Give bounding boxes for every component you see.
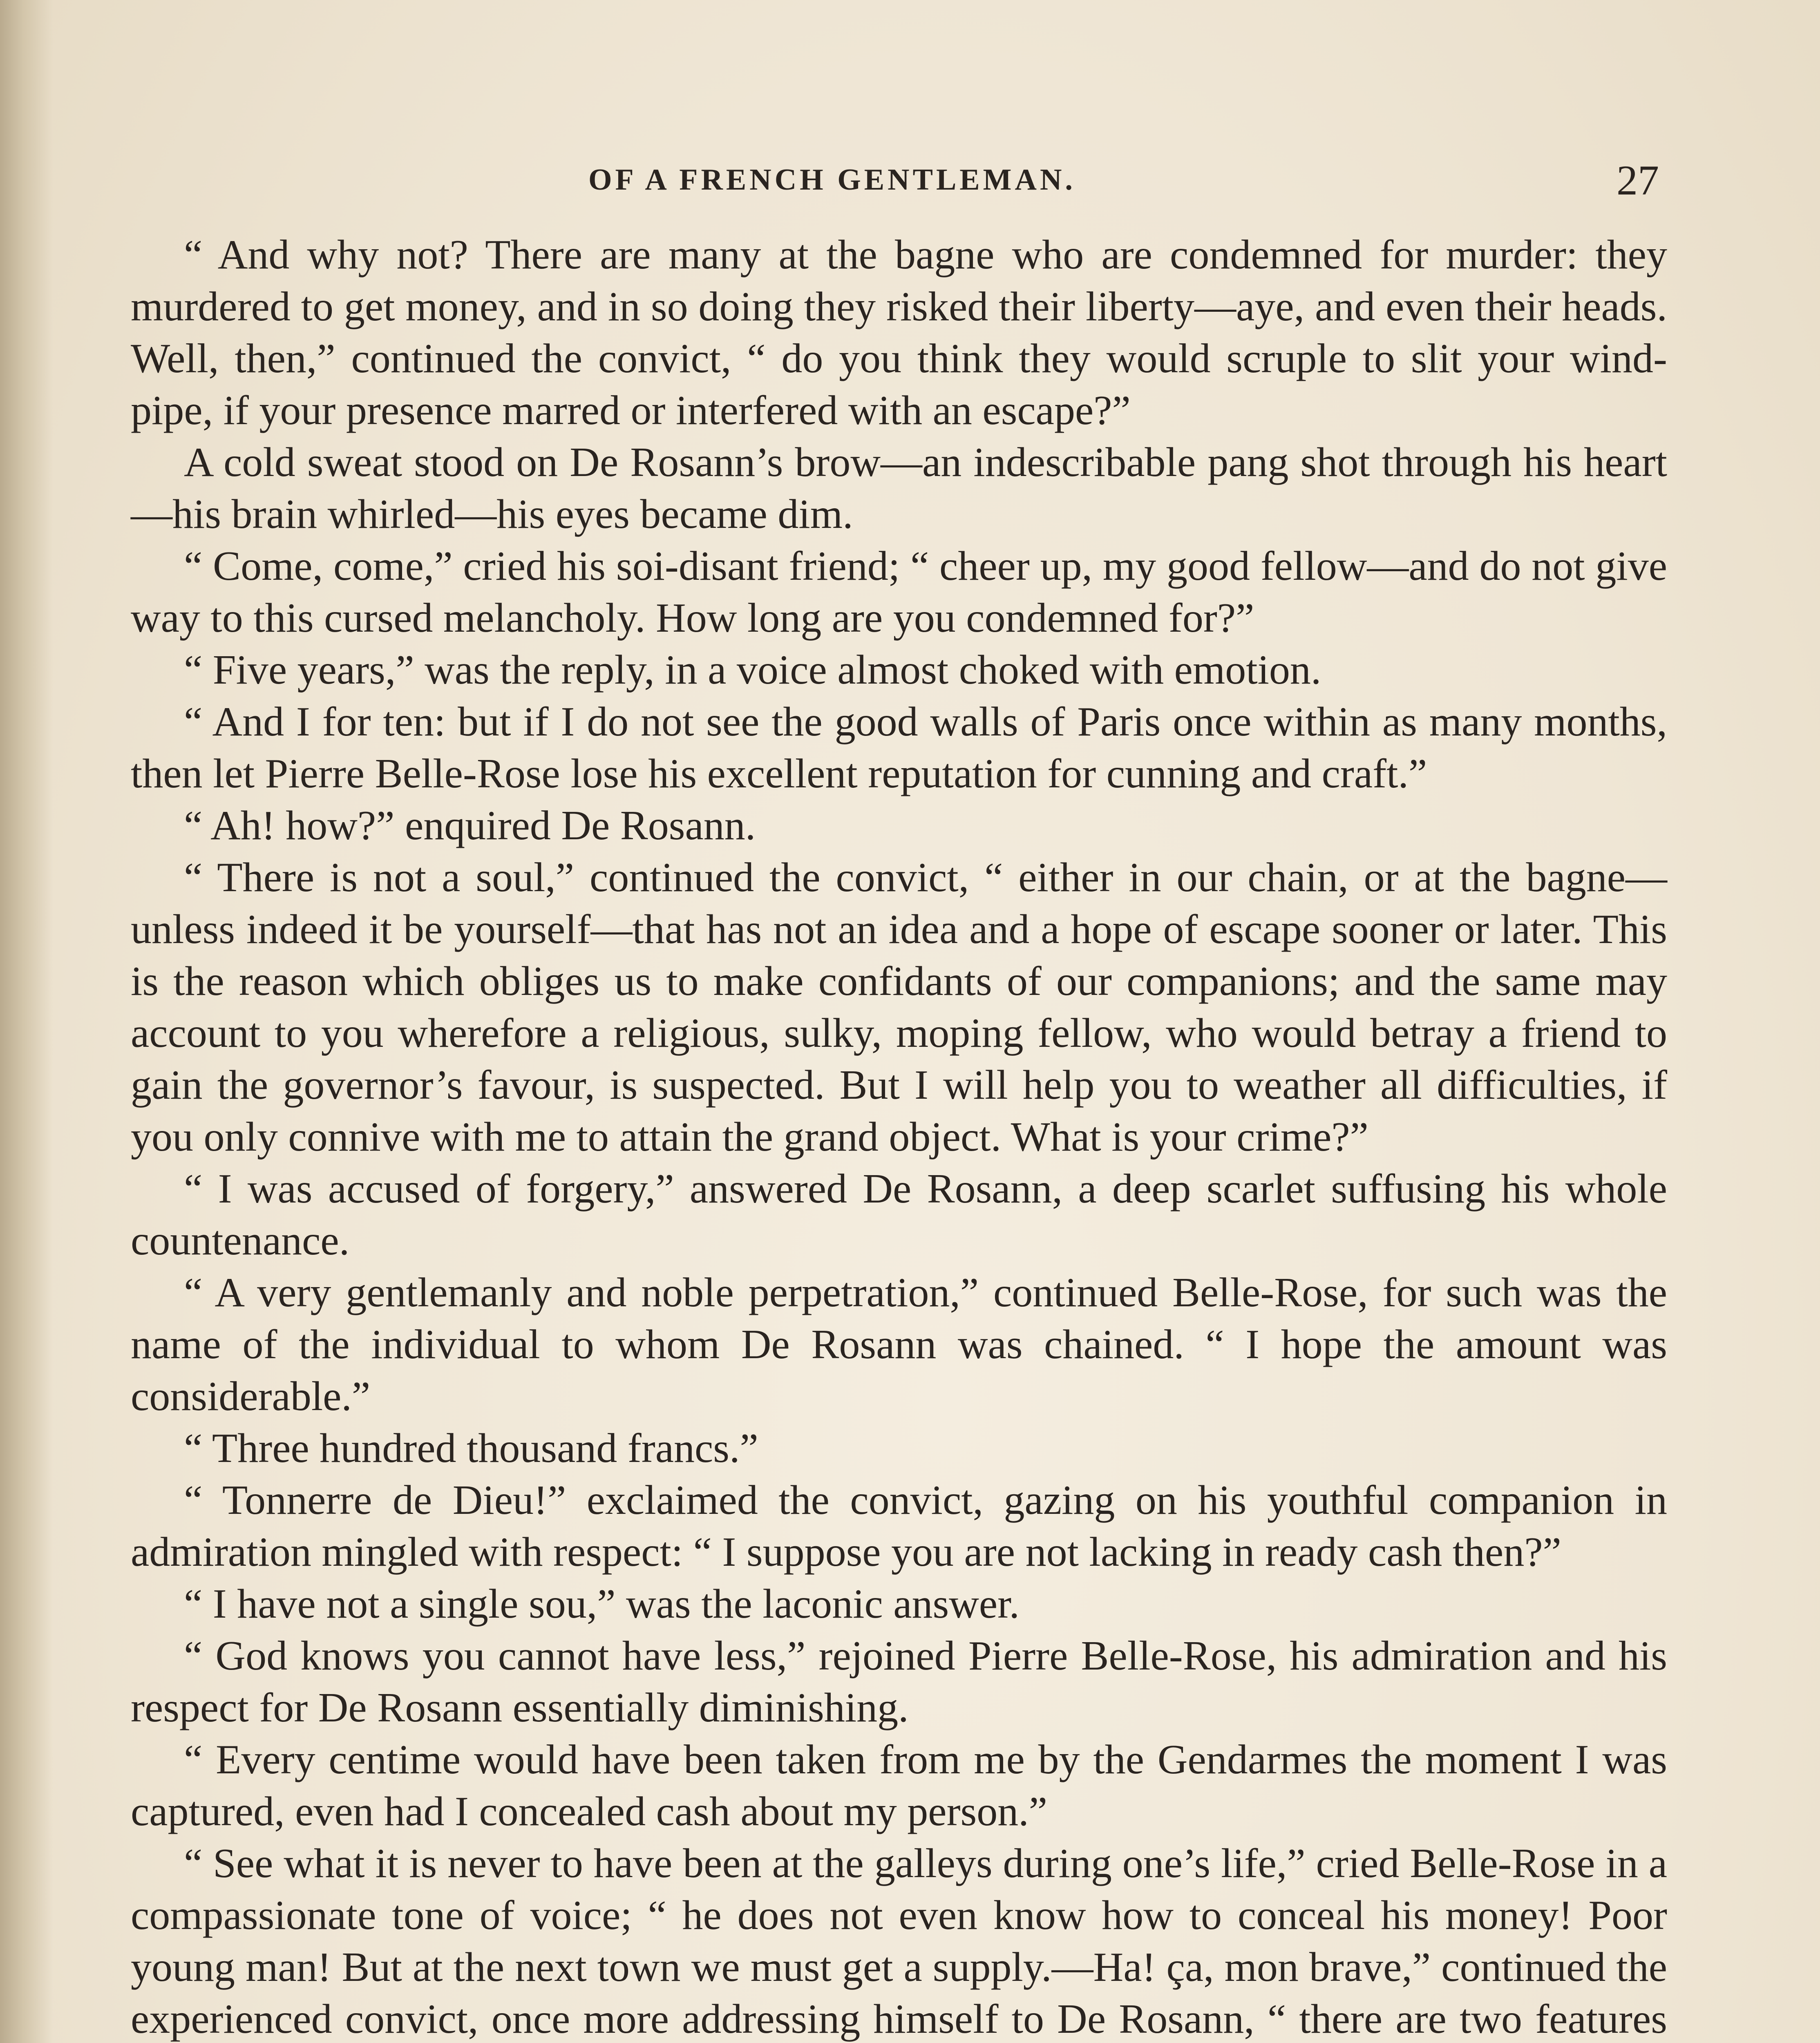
paragraph: “ God knows you cannot have less,” rejoined Pierre Belle-Rose, his admiration and his respect for De Rosann essentially diminishing. [131, 1633, 1667, 1731]
paragraph: “ Tonnerre de Dieu!” exclaimed the convict, gazing on his youthful companion in admiration mingled with respect: “ I suppose you are not lacking in ready cash then?” [131, 1477, 1667, 1575]
paragraph: “ Five years,” was the reply, in a voice almost choked with emotion. [184, 647, 1321, 693]
body-text [131, 229, 1667, 2043]
page-number: 27 [1617, 157, 1659, 204]
paragraph: “ There is not a soul,” continued the convict, “ either in our chain, or at the bagne—unless indeed it be yourself—that has not an idea and a hope of escape sooner or later. This is the reason which obliges us to make confidants of our companions; and the same may account to you wherefore a religious, sulky, moping fellow, who would betray a friend to gain the governor’s favour, is suspected. But I will help you to weather all difficulties, if you only connive with me to attain the grand object. What is your crime?” [131, 854, 1667, 1160]
paragraph: “ I have not a single sou,” was the laconic answer. [184, 1581, 1020, 1627]
paragraph: “ And I for ten: but if I do not see the good walls of Paris once within as many months, then let Pierre Belle-Rose lose his excellent reputation for cunning and craft.” [131, 699, 1667, 797]
paragraph: “ Three hundred thousand francs.” [184, 1425, 758, 1471]
page-header [131, 159, 1659, 216]
paragraph: “ A very gentlemanly and noble perpetration,” continued Belle-Rose, for such was the name of the individual to whom De Rosann was chained. “ I hope the amount was considerable.” [131, 1270, 1667, 1419]
paragraph: “ Every centime would have been taken from me by the Gendarmes the moment I was captured, even had I concealed cash about my person.” [131, 1737, 1667, 1835]
paragraph: “ And why not? There are many at the bagne who are condemned for murder: they murdered to get money, and in so doing they risked their liberty—aye, and even their heads. Well, then,” continued the convict, “ do you think they would scruple to slit your wind-pipe, if your presence marred or interfered with an escape?” [131, 232, 1667, 434]
paragraph: “ Ah! how?” enquired De Rosann. [184, 802, 756, 849]
paragraph: “ I was accused of forgery,” answered De Rosann, a deep scarlet suffusing his whole countenance. [131, 1166, 1667, 1264]
running-title: OF A FRENCH GENTLEMAN. [588, 163, 1076, 197]
paragraph: A cold sweat stood on De Rosann’s brow—an indescribable pang shot through his heart—his brain whirled—his eyes became dim. [131, 439, 1667, 537]
paragraph: “ Come, come,” cried his soi-disant friend; “ cheer up, my good fellow—and do not give way to this cursed melancholy. How long are you condemned for?” [131, 543, 1667, 641]
paragraph: “ See what it is never to have been at the galleys during one’s life,” cried Belle-Rose in a compassionate tone of voice; “ he does not even know how to conceal his money! Poor young man! But at the next town we must get a supply.—Ha! ça, mon brave,” continued the experienced convict, once more addressing himself to De Rosann, “ there are two features [131, 1840, 1667, 2042]
binding-gutter-shadow [0, 0, 53, 2043]
